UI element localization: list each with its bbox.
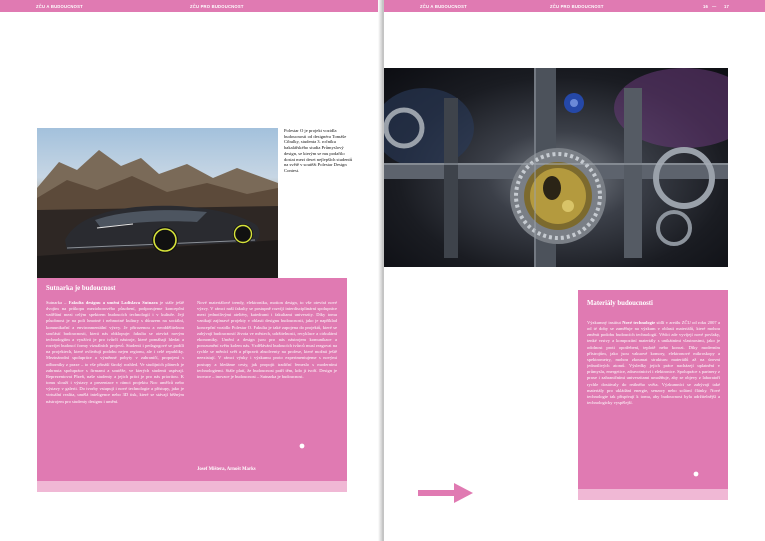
- header-bar-right: [384, 0, 765, 12]
- magazine-label: ZČU PRO BUDOUCNOST: [550, 4, 604, 9]
- body-text: je stále ještě dvojím na průkopu mezioborového působení, podporujeme koncepční vzdělání mezi celým spektrem budoucích technologií i v kultuře. Její působnost je na poli hmotné i nehmotné kultury s důrazem na sociální, komunikační a environmentální výzvy. Je přirozenou a neoddělitelnou součástí budoucnosti, která nás obklopuje: fakulta se otevírá novým technologiím a využívá je pro tvůrčí nástroje, které pomáhají hledat a rozvíjet budoucí formy vizuálních projevů. Studenti i pedagogové se podílí na projektech, které ovlivňují podobu nejen regionu, ale i celé republiky. Mezinárodní spolupráce a výměnné pobyty v zahraničí, propojení s odborníky z praxe – to vše přináší široký rozhled. Ve studijních plánech je zahrnuta spolupráce s firmami a soutěže, ve kterých studenti uspívají. Reprezentovat Plzeň, naše studenty a jejich práci je pro nás prioritou. K tomu slouží i výstavy a prezentace v rámci projektu Noc umělců nebo výstavy v galerii. Do tvorby vstupují i nové technologie a přístupy, jako je virtuální realita, umělá inteligence nebo 3D tisk, které se stávají běžným nástrojem pro studenty designu i umění.: [46, 300, 184, 404]
- header-bar-left: [0, 0, 381, 12]
- magazine-label: ZČU PRO BUDOUCNOST: [190, 4, 244, 9]
- page-number-right: 17: [724, 4, 730, 9]
- page-number-left: 16: [703, 4, 709, 9]
- body-text: sídlí v areálu ZČU od roku 2007 a od té doby se zaměřuje na výzkum v oblasti materiálů, které mohou změnit podobu budoucích technologií. Vědci zde vyvíjejí nové povlaky, tenké vrstvy a kompozitní materiály s unikátními vlastnostmi, jako je odolnost proti opotřebení, teplotě nebo korozi. Díky moderním přístrojům, jako jsou vakuové komory, elektronové mikroskopy a spektrometry, mohou zkoumat strukturu materiálů až na úrovni jednotlivých atomů. Výsledky jejich práce nacházejí uplatnění v průmyslu, energetice, zdravotnictví i elektronice. Spolupráce s partnery z praxe i zahraničními univerzitami umožňuje, aby se objevy z laboratoří rychle dostávaly do reálného světa. Výzkumníci se zabývají také materiály pro ukládání energie, senzory nebo solární články. Nové technologie tak přispívají k tomu, aby budoucnost byla udržitelnější a technologicky vyspělejší.: [587, 320, 720, 406]
- article-box-left: [37, 278, 347, 492]
- institute-name: Nové technologie: [622, 320, 656, 325]
- arrow-right-icon: [418, 482, 474, 504]
- car-photo: [37, 128, 278, 278]
- section-label: ZČU A BUDOUCNOST: [420, 4, 467, 9]
- right-page: [384, 0, 765, 541]
- car-illustration: [37, 128, 278, 278]
- vacuum-chamber-illustration: [384, 68, 728, 267]
- lead-text: Výzkumný institut: [587, 320, 623, 325]
- lead-text: Sutnarka –: [46, 300, 69, 305]
- section-title: Materiály budoucnosti: [587, 300, 653, 307]
- page-separator: —: [712, 4, 717, 9]
- article-box-right: [578, 290, 728, 500]
- faculty-name: Fakulta designu a umění Ladislava Sutnara: [68, 300, 158, 305]
- lab-photo: [384, 68, 728, 267]
- text-column: [587, 320, 720, 476]
- section-title: Sutnarka je budoucnost: [46, 285, 116, 292]
- circle-end-icon: [693, 471, 699, 477]
- pink-strip: [578, 489, 728, 500]
- photo-caption: Polestar O je projekt vozidla budoucnosti od designéra Tomáše Cibulky, studenta 3. ročníku bakalářského studia Průmyslový design, se kterým se mu podařilo dostat mezi deset nejlepších studentů na světě v soutěži Polestar Design Contest.: [284, 128, 353, 173]
- body-text: Nové materiálové trendy, elektronika, motion design, to vše otevírá nové výzvy. V rámci naší fakulty se postupně rozvíjí interdisciplinární spolupráce mezi jednotlivými ateliéry, katedrami i fakultami univerzity. Díky tomu vznikají zajímavé projekty v oblasti designu budoucnosti, jako je například koncepční vozidlo Polestar O. Fakulta je také zapojena do projektů, které se zabývají budoucností života ve městech, udržitelnosti, recyklace a cirkulární ekonomiky. Umění a design jsou pro nás nástrojem komunikace a porozumění světu kolem nás. Vzdělávání budoucích tvůrců musí reagovat na rychle se měnící svět a připravit absolventy na profese, které možná ještě neexistují. V rámci výuky i výzkumu proto experimentujeme s novými postupy a hledáme cesty, jak propojit tradiční řemeslo s moderními technologiemi. Stále platí, že budoucnost patří těm, kdo ji tvoří. Design je inovace – inovace je budoucnost – Sutnarka je budoucnost.: [197, 300, 337, 379]
- authors: Josef Mištera, Arnošt Marks: [197, 467, 256, 472]
- text-column-2: [197, 300, 337, 450]
- text-column-1: [46, 300, 184, 480]
- circle-end-icon: [299, 443, 305, 449]
- section-label: ZČU A BUDOUCNOST: [36, 4, 83, 9]
- left-page: [0, 0, 381, 541]
- pink-strip: [37, 481, 347, 492]
